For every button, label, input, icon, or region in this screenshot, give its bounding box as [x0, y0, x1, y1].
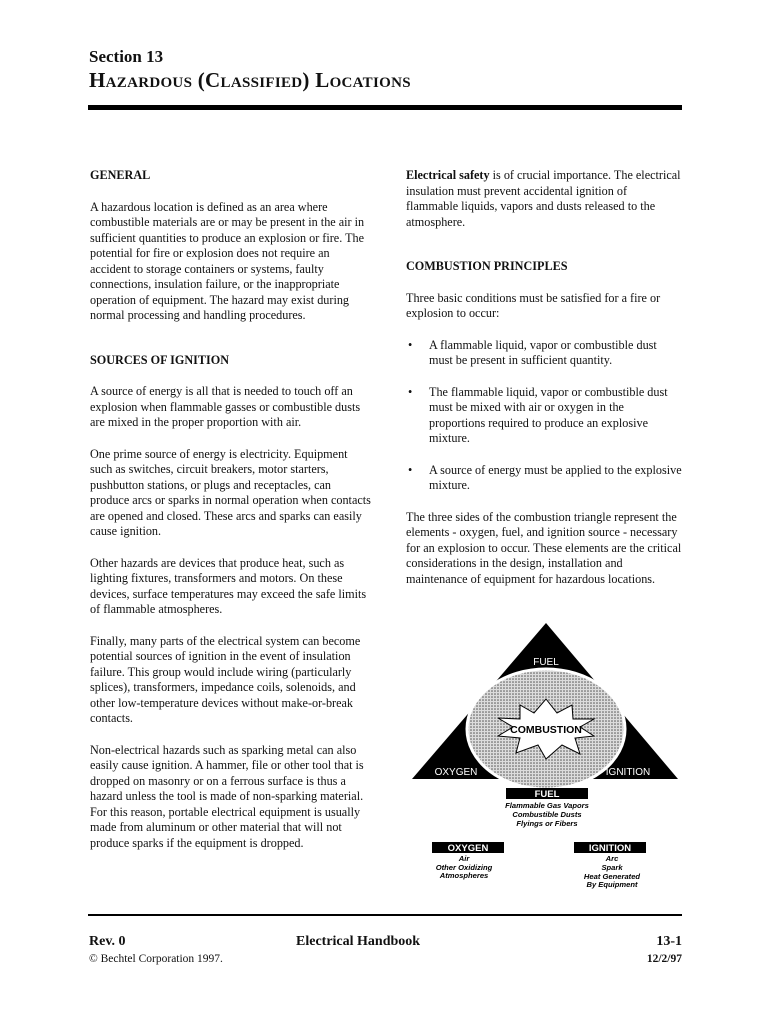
- electrical-safety-bold: Electrical safety: [406, 168, 490, 182]
- section-title: Hazardous (Classified) Locations: [89, 68, 411, 92]
- bullet-icon: •: [408, 462, 413, 477]
- handbook-title: Electrical Handbook: [296, 934, 421, 949]
- list-item: • The flammable liquid, vapor or combustible dust must be mixed with air or oxygen in the proportions required to produce an explosive mixture.: [408, 384, 668, 445]
- ignition-item: Heat Generated: [583, 872, 641, 881]
- general-heading: GENERAL: [90, 168, 151, 182]
- triangle-ignition-label: IGNITION: [605, 767, 651, 778]
- oxygen-box-label: OXYGEN: [447, 843, 489, 854]
- ignition-paragraph-2: One prime source of energy is electricity. Equipment such as switches, circuit breakers, motor starters, pushbutton stations, or plugs and receptacles, can produce arcs or sparks in normal operation when contacts are opened and closed. These arcs and sparks can easily cause ignition.: [90, 446, 371, 538]
- list-item: • A flammable liquid, vapor or combustible dust must be present in sufficient quantity.: [408, 337, 657, 367]
- ignition-heading: SOURCES OF IGNITION: [90, 352, 230, 367]
- ignition-box-label: IGNITION: [588, 843, 632, 854]
- right-column: [406, 168, 682, 603]
- combustion-label: COMBUSTION: [510, 724, 582, 736]
- revision-date: 12/2/97: [646, 953, 682, 965]
- fuel-item: Combustible Dusts: [512, 810, 582, 819]
- oxygen-item: Air: [458, 854, 470, 863]
- combustion-intro: Three basic conditions must be satisfied for a fire or explosion to occur:: [406, 290, 661, 320]
- ignition-item: Arc: [605, 854, 619, 863]
- footer-rule: [88, 914, 682, 916]
- ignition-paragraph-3: Other hazards are devices that produce heat, such as lighting fixtures, transformers and motors. On these devices, surface temperatures may exceed the safe limits of flammable atmospheres.: [90, 555, 367, 616]
- ignition-item: Spark: [601, 863, 623, 872]
- triangle-paragraph: The three sides of the combustion triangle represent the elements - oxygen, fuel, and ignition source - necessary for an explosion to occur. These elements are the critical considerations in the design, installation and maintenance of equipment for hazardous locations.: [406, 509, 682, 586]
- oxygen-item: Atmospheres: [439, 871, 489, 880]
- combustion-triangle-figure: [410, 621, 682, 891]
- conditions-list: [406, 338, 682, 494]
- triangle-oxygen-label: OXYGEN: [434, 767, 478, 778]
- fuel-item: Flammable Gas Vapors: [505, 801, 589, 810]
- ignition-paragraph-4: Finally, many parts of the electrical system can become potential sources of ignition in the event of insulation failure. This group would include wiring (particularly splices), transformers, impedance coils, solenoids, and other low-temperature devices without make-or-break contacts.: [90, 633, 361, 725]
- bullet-icon: •: [408, 337, 413, 352]
- copyright-notice: © Bechtel Corporation 1997.: [89, 953, 223, 965]
- fuel-box-label: FUEL: [534, 789, 560, 800]
- ignition-paragraph-1: A source of energy is all that is needed to touch off an explosion when flammable gasses or combustible dusts are mixed in the proper proportion with air.: [90, 384, 361, 429]
- bullet-icon: •: [408, 384, 413, 399]
- electrical-safety-text: is of crucial importance. The electrical insulation must prevent accidental ignition of flammable liquids, vapors and dusts released to the atmosphere.: [406, 168, 681, 229]
- page-number: 13-1: [656, 934, 682, 949]
- ignition-item: By Equipment: [586, 880, 638, 889]
- fuel-item: Flyings or Fibers: [516, 819, 578, 828]
- triangle-fuel-label: FUEL: [533, 657, 559, 668]
- section-number: Section 13: [89, 47, 164, 66]
- list-item: • A source of energy must be applied to the explosive mixture.: [408, 462, 682, 492]
- oxygen-item: Other Oxidizing: [435, 863, 493, 872]
- ignition-paragraph-5: Non-electrical hazards such as sparking metal can also easily cause ignition. A hammer, file or other tool that is dropped on masonry or on a ferrous surface is thus a hazard unless the tool is made of non-sparking material. For this reason, portable electrical equipment is usually made from aluminum or other material that will not produce sparks if the equipment is dropped.: [90, 742, 364, 850]
- general-paragraph: A hazardous location is defined as an area where combustible materials are or may be present in the air in sufficient quantities to produce an explosion or fire. The potential for fire or explosion does not require an accident to storage containers or systems, faulty connections, insulation failure, or the inappropriate operation of equipment. The hazard may exist during normal processing and handling procedures.: [90, 199, 365, 322]
- left-column: [90, 168, 372, 867]
- combustion-heading: COMBUSTION PRINCIPLES: [406, 259, 568, 273]
- header-rule: [88, 105, 682, 110]
- electrical-safety-paragraph: [406, 168, 682, 230]
- revision-label: Rev. 0: [89, 934, 126, 949]
